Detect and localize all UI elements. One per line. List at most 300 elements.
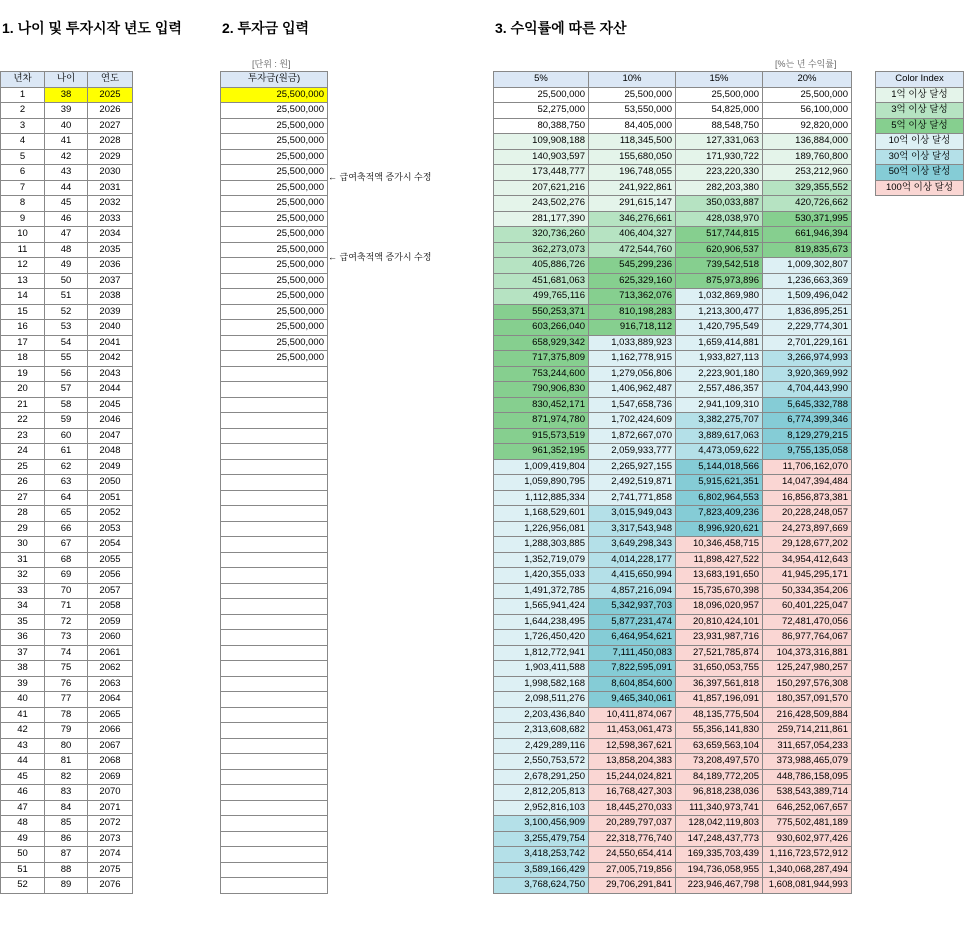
- asset-cell: 819,835,673: [763, 242, 852, 258]
- asset-cell: 72,481,470,056: [763, 614, 852, 630]
- asset-cell: 1,998,582,168: [494, 676, 589, 692]
- asset-cell: 127,331,063: [676, 134, 763, 150]
- investment-input[interactable]: [221, 490, 328, 506]
- table-row: [221, 289, 328, 305]
- asset-cell: 80,388,750: [494, 118, 589, 134]
- table-row: [221, 583, 328, 599]
- asset-cell: 10,411,874,067: [589, 707, 676, 723]
- asset-cell: 1,226,956,081: [494, 521, 589, 537]
- investment-input[interactable]: [221, 831, 328, 847]
- age-cell: 40: [45, 118, 88, 134]
- start-age-input[interactable]: 38: [45, 87, 88, 103]
- asset-cell: 41,945,295,171: [763, 568, 852, 584]
- year-index-cell: 27: [1, 490, 45, 506]
- investment-input[interactable]: 25,500,000: [221, 289, 328, 305]
- asset-cell: 3,266,974,993: [763, 351, 852, 367]
- year-index-cell: 48: [1, 816, 45, 832]
- asset-cell: 9,465,340,061: [589, 692, 676, 708]
- year-cell: 2055: [88, 552, 133, 568]
- table-row: [221, 242, 328, 258]
- year-index-cell: 1: [1, 87, 45, 103]
- table-row: [221, 196, 328, 212]
- year-index-cell: 9: [1, 211, 45, 227]
- table-row: [494, 413, 852, 429]
- asset-cell: 329,355,552: [763, 180, 852, 196]
- asset-cell: 2,429,289,116: [494, 738, 589, 754]
- investment-input[interactable]: 25,500,000: [221, 211, 328, 227]
- asset-cell: 7,111,450,083: [589, 645, 676, 661]
- asset-cell: 1,112,885,334: [494, 490, 589, 506]
- asset-cell: 8,604,854,600: [589, 676, 676, 692]
- table-row: [1, 397, 133, 413]
- investment-input[interactable]: [221, 552, 328, 568]
- table-row: [494, 227, 852, 243]
- asset-cell: 1,009,302,807: [763, 258, 852, 274]
- year-cell: 2035: [88, 242, 133, 258]
- side-note-1: ← 급여축적액 증가시 수정: [328, 172, 432, 182]
- table-row: [494, 490, 852, 506]
- year-cell: 2061: [88, 645, 133, 661]
- asset-cell: 3,649,298,343: [589, 537, 676, 553]
- age-cell: 60: [45, 428, 88, 444]
- investment-input[interactable]: 25,500,000: [221, 258, 328, 274]
- investment-input[interactable]: [221, 521, 328, 537]
- investment-input[interactable]: 25,500,000: [221, 320, 328, 336]
- table-row: [221, 723, 328, 739]
- investment-input[interactable]: [221, 769, 328, 785]
- asset-cell: 4,704,443,990: [763, 382, 852, 398]
- year-cell: 2034: [88, 227, 133, 243]
- asset-cell: 2,941,109,310: [676, 397, 763, 413]
- asset-cell: 22,318,776,740: [589, 831, 676, 847]
- asset-cell: 7,822,595,091: [589, 661, 676, 677]
- header-rate-4: 20%: [763, 72, 852, 88]
- asset-cell: 1,933,827,113: [676, 351, 763, 367]
- asset-cell: 31,650,053,755: [676, 661, 763, 677]
- asset-cell: 8,996,920,621: [676, 521, 763, 537]
- asset-cell: 916,718,112: [589, 320, 676, 336]
- asset-cell: 18,096,020,957: [676, 599, 763, 615]
- table-row: [1, 831, 133, 847]
- table-row: [221, 552, 328, 568]
- asset-cell: 1,009,419,804: [494, 459, 589, 475]
- table-row: [494, 661, 852, 677]
- investment-input[interactable]: [221, 599, 328, 615]
- investment-input[interactable]: 25,500,000: [221, 149, 328, 165]
- age-cell: 52: [45, 304, 88, 320]
- asset-cell: 223,220,330: [676, 165, 763, 181]
- asset-cell: 2,741,771,858: [589, 490, 676, 506]
- investment-input[interactable]: [221, 785, 328, 801]
- table-row: [494, 118, 852, 134]
- asset-cell: 406,404,327: [589, 227, 676, 243]
- table-row: [1, 180, 133, 196]
- year-cell: 2053: [88, 521, 133, 537]
- year-index-cell: 19: [1, 366, 45, 382]
- table-row: [494, 800, 852, 816]
- table-row: [494, 149, 852, 165]
- table-row: [221, 568, 328, 584]
- investment-input[interactable]: [221, 397, 328, 413]
- asset-cell: 50,334,354,206: [763, 583, 852, 599]
- asset-cell: 346,276,661: [589, 211, 676, 227]
- age-cell: 86: [45, 831, 88, 847]
- investment-input[interactable]: 25,500,000: [221, 273, 328, 289]
- asset-cell: 1,872,667,070: [589, 428, 676, 444]
- table-row: [494, 676, 852, 692]
- asset-cell: 25,500,000: [589, 87, 676, 103]
- investment-input[interactable]: [221, 614, 328, 630]
- table-row: [494, 707, 852, 723]
- section-title-age: 1. 나이 및 투자시작 년도 입력: [2, 20, 182, 36]
- investment-input[interactable]: 25,500,000: [221, 335, 328, 351]
- investment-input[interactable]: 25,500,000: [221, 118, 328, 134]
- investment-input[interactable]: [221, 366, 328, 382]
- year-cell: 2026: [88, 103, 133, 119]
- age-cell: 75: [45, 661, 88, 677]
- asset-cell: 713,362,076: [589, 289, 676, 305]
- table-row: [1, 521, 133, 537]
- investment-input[interactable]: 25,500,000: [221, 134, 328, 150]
- legend-row: [876, 180, 964, 196]
- asset-cell: 6,802,964,553: [676, 490, 763, 506]
- year-index-cell: 43: [1, 738, 45, 754]
- asset-cell: 451,681,063: [494, 273, 589, 289]
- asset-cell: 15,244,024,821: [589, 769, 676, 785]
- investment-input[interactable]: 25,500,000: [221, 196, 328, 212]
- asset-cell: 1,406,962,487: [589, 382, 676, 398]
- investment-input[interactable]: [221, 568, 328, 584]
- investment-input[interactable]: [221, 707, 328, 723]
- age-cell: 85: [45, 816, 88, 832]
- asset-cell: 448,786,158,095: [763, 769, 852, 785]
- table-row: [221, 847, 328, 863]
- color-index-legend: [875, 71, 964, 196]
- investment-input[interactable]: [221, 645, 328, 661]
- table-row: [221, 785, 328, 801]
- start-year-input[interactable]: 2025: [88, 87, 133, 103]
- year-cell: 2044: [88, 382, 133, 398]
- asset-cell: 2,265,927,155: [589, 459, 676, 475]
- investment-input[interactable]: [221, 862, 328, 878]
- investment-input[interactable]: [221, 676, 328, 692]
- asset-cell: 140,903,597: [494, 149, 589, 165]
- age-cell: 88: [45, 862, 88, 878]
- asset-cell: 171,930,722: [676, 149, 763, 165]
- investment-input[interactable]: 25,500,000: [221, 180, 328, 196]
- age-cell: 63: [45, 475, 88, 491]
- year-index-cell: 52: [1, 878, 45, 894]
- age-cell: 44: [45, 180, 88, 196]
- legend-item: 30억 이상 달성: [876, 149, 964, 165]
- year-cell: 2064: [88, 692, 133, 708]
- table-row: [1, 599, 133, 615]
- year-index-cell: 13: [1, 273, 45, 289]
- investment-input[interactable]: [221, 738, 328, 754]
- asset-cell: 2,557,486,357: [676, 382, 763, 398]
- table-row: [494, 196, 852, 212]
- table-row: [494, 87, 852, 103]
- age-cell: 43: [45, 165, 88, 181]
- age-cell: 47: [45, 227, 88, 243]
- investment-input[interactable]: [221, 583, 328, 599]
- investment-input[interactable]: [221, 444, 328, 460]
- table-row: [494, 366, 852, 382]
- table-row: [494, 428, 852, 444]
- asset-cell: 1,168,529,601: [494, 506, 589, 522]
- asset-cell: 3,589,166,429: [494, 862, 589, 878]
- asset-cell: 1,236,663,369: [763, 273, 852, 289]
- year-cell: 2039: [88, 304, 133, 320]
- header-rate-1: 5%: [494, 72, 589, 88]
- year-index-cell: 15: [1, 304, 45, 320]
- year-index-cell: 34: [1, 599, 45, 615]
- year-index-cell: 31: [1, 552, 45, 568]
- year-cell: 2028: [88, 134, 133, 150]
- table-row: [494, 211, 852, 227]
- table-row: [1, 304, 133, 320]
- investment-input[interactable]: [221, 475, 328, 491]
- table-row: [1, 289, 133, 305]
- investment-input[interactable]: [221, 630, 328, 646]
- asset-cell: 717,375,809: [494, 351, 589, 367]
- asset-cell: 216,428,509,884: [763, 707, 852, 723]
- table-row: [1, 459, 133, 475]
- age-cell: 57: [45, 382, 88, 398]
- table-row: [1, 134, 133, 150]
- asset-cell: 20,228,248,057: [763, 506, 852, 522]
- table-row: [1, 366, 133, 382]
- asset-cell: 5,915,621,351: [676, 475, 763, 491]
- asset-cell: 11,453,061,473: [589, 723, 676, 739]
- table-row: [494, 242, 852, 258]
- year-index-cell: 47: [1, 800, 45, 816]
- asset-cell: 646,252,067,657: [763, 800, 852, 816]
- table-row: [221, 676, 328, 692]
- table-row: [494, 335, 852, 351]
- table-row: [221, 258, 328, 274]
- year-cell: 2060: [88, 630, 133, 646]
- investment-input[interactable]: 25,500,000: [221, 87, 328, 103]
- header-age: 나이: [45, 72, 88, 88]
- table-row: [494, 583, 852, 599]
- age-cell: 45: [45, 196, 88, 212]
- asset-cell: 1,644,238,495: [494, 614, 589, 630]
- table-row: [221, 149, 328, 165]
- table-row: [494, 258, 852, 274]
- investment-input[interactable]: [221, 754, 328, 770]
- asset-cell: 12,598,367,621: [589, 738, 676, 754]
- table-row: [1, 723, 133, 739]
- table-row: [494, 304, 852, 320]
- asset-cell: 11,706,162,070: [763, 459, 852, 475]
- year-index-cell: 36: [1, 630, 45, 646]
- asset-cell: 930,602,977,426: [763, 831, 852, 847]
- asset-cell: 538,543,389,714: [763, 785, 852, 801]
- investment-input[interactable]: 25,500,000: [221, 304, 328, 320]
- table-row: [221, 521, 328, 537]
- asset-cell: 10,346,458,715: [676, 537, 763, 553]
- year-cell: 2042: [88, 351, 133, 367]
- table-row: [221, 444, 328, 460]
- age-cell: 49: [45, 258, 88, 274]
- table-row: [1, 475, 133, 491]
- investment-input[interactable]: [221, 661, 328, 677]
- investment-input[interactable]: 25,500,000: [221, 227, 328, 243]
- table-row: [221, 87, 328, 103]
- table-row: [1, 614, 133, 630]
- investment-input[interactable]: 25,500,000: [221, 242, 328, 258]
- age-cell: 53: [45, 320, 88, 336]
- asset-cell: 36,397,561,818: [676, 676, 763, 692]
- year-index-cell: 42: [1, 723, 45, 739]
- table-row: [1, 490, 133, 506]
- side-note-2: ← 급여축적액 증가시 수정: [328, 252, 432, 262]
- asset-cell: 2,492,519,871: [589, 475, 676, 491]
- year-cell: 2066: [88, 723, 133, 739]
- investment-input[interactable]: [221, 382, 328, 398]
- rate-note: [%는 년 수익률]: [775, 59, 837, 69]
- year-cell: 2051: [88, 490, 133, 506]
- table-row: [494, 397, 852, 413]
- investment-input[interactable]: [221, 537, 328, 553]
- investment-input[interactable]: [221, 847, 328, 863]
- legend-item: 100억 이상 달성: [876, 180, 964, 196]
- age-cell: 78: [45, 707, 88, 723]
- age-cell: 80: [45, 738, 88, 754]
- asset-cell: 2,550,753,572: [494, 754, 589, 770]
- asset-cell: 53,550,000: [589, 103, 676, 119]
- table-row: [221, 645, 328, 661]
- year-cell: 2067: [88, 738, 133, 754]
- year-index-cell: 44: [1, 754, 45, 770]
- investment-input[interactable]: [221, 428, 328, 444]
- asset-cell: 136,884,000: [763, 134, 852, 150]
- age-cell: 82: [45, 769, 88, 785]
- table-row: [494, 645, 852, 661]
- age-cell: 89: [45, 878, 88, 894]
- asset-cell: 2,059,933,777: [589, 444, 676, 460]
- asset-cell: 405,886,726: [494, 258, 589, 274]
- asset-cell: 362,273,073: [494, 242, 589, 258]
- asset-cell: 350,033,887: [676, 196, 763, 212]
- table-row: [1, 769, 133, 785]
- investment-input[interactable]: [221, 506, 328, 522]
- asset-cell: 830,452,171: [494, 397, 589, 413]
- asset-cell: 281,177,390: [494, 211, 589, 227]
- year-index-cell: 12: [1, 258, 45, 274]
- asset-cell: 4,857,216,094: [589, 583, 676, 599]
- asset-cell: 320,736,260: [494, 227, 589, 243]
- asset-cell: 3,100,456,909: [494, 816, 589, 832]
- year-cell: 2043: [88, 366, 133, 382]
- year-cell: 2052: [88, 506, 133, 522]
- asset-cell: 3,418,253,742: [494, 847, 589, 863]
- table-row: [1, 878, 133, 894]
- header-rate-2: 10%: [589, 72, 676, 88]
- asset-cell: 34,954,412,643: [763, 552, 852, 568]
- table-row: [1, 211, 133, 227]
- asset-cell: 1,812,772,941: [494, 645, 589, 661]
- investment-input[interactable]: [221, 459, 328, 475]
- age-cell: 68: [45, 552, 88, 568]
- year-cell: 2030: [88, 165, 133, 181]
- year-index-cell: 14: [1, 289, 45, 305]
- legend-row: [876, 165, 964, 181]
- age-cell: 56: [45, 366, 88, 382]
- asset-cell: 661,946,394: [763, 227, 852, 243]
- table-row: [494, 723, 852, 739]
- age-cell: 72: [45, 614, 88, 630]
- investment-input[interactable]: [221, 723, 328, 739]
- age-cell: 83: [45, 785, 88, 801]
- asset-cell: 60,401,225,047: [763, 599, 852, 615]
- investment-input[interactable]: 25,500,000: [221, 165, 328, 181]
- asset-cell: 1,491,372,785: [494, 583, 589, 599]
- table-row: [221, 707, 328, 723]
- age-cell: 81: [45, 754, 88, 770]
- asset-cell: 243,502,276: [494, 196, 589, 212]
- year-cell: 2073: [88, 831, 133, 847]
- year-index-cell: 2: [1, 103, 45, 119]
- table-row: [221, 614, 328, 630]
- table-row: [494, 521, 852, 537]
- legend-row: [876, 149, 964, 165]
- age-cell: 50: [45, 273, 88, 289]
- asset-cell: 3,920,369,992: [763, 366, 852, 382]
- table-row: [221, 165, 328, 181]
- asset-cell: 1,509,496,042: [763, 289, 852, 305]
- age-cell: 74: [45, 645, 88, 661]
- table-row: [494, 289, 852, 305]
- investment-input[interactable]: [221, 816, 328, 832]
- asset-cell: 291,615,147: [589, 196, 676, 212]
- investment-input[interactable]: [221, 878, 328, 894]
- investment-input[interactable]: [221, 413, 328, 429]
- asset-cell: 499,765,116: [494, 289, 589, 305]
- year-index-cell: 50: [1, 847, 45, 863]
- asset-cell: 2,203,436,840: [494, 707, 589, 723]
- asset-cell: 5,645,332,788: [763, 397, 852, 413]
- investment-input[interactable]: 25,500,000: [221, 103, 328, 119]
- asset-cell: 1,420,355,033: [494, 568, 589, 584]
- year-index-cell: 51: [1, 862, 45, 878]
- asset-cell: 1,726,450,420: [494, 630, 589, 646]
- age-cell: 48: [45, 242, 88, 258]
- asset-cell: 1,033,889,923: [589, 335, 676, 351]
- age-cell: 58: [45, 397, 88, 413]
- table-row: [221, 831, 328, 847]
- asset-cell: 282,203,380: [676, 180, 763, 196]
- asset-cell: 3,768,624,750: [494, 878, 589, 894]
- year-cell: 2027: [88, 118, 133, 134]
- table-row: [221, 459, 328, 475]
- year-cell: 2058: [88, 599, 133, 615]
- asset-cell: 4,473,059,622: [676, 444, 763, 460]
- table-row: [494, 847, 852, 863]
- investment-input[interactable]: 25,500,000: [221, 351, 328, 367]
- asset-cell: 530,371,995: [763, 211, 852, 227]
- asset-cell: 2,678,291,250: [494, 769, 589, 785]
- year-cell: 2076: [88, 878, 133, 894]
- investment-input[interactable]: [221, 692, 328, 708]
- year-cell: 2059: [88, 614, 133, 630]
- investment-input[interactable]: [221, 800, 328, 816]
- asset-cell: 2,223,901,180: [676, 366, 763, 382]
- age-cell: 54: [45, 335, 88, 351]
- asset-cell: 84,189,772,205: [676, 769, 763, 785]
- year-index-cell: 7: [1, 180, 45, 196]
